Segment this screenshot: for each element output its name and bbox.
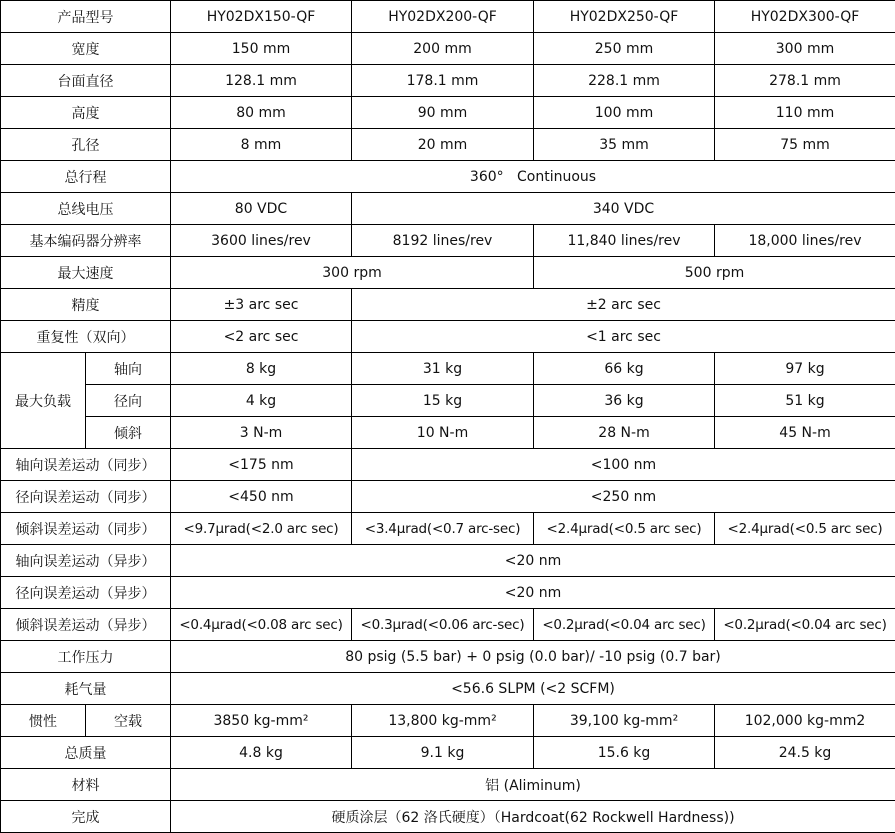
- tilt-error-sync-3: <2.4μrad(<0.5 arc sec): [534, 513, 715, 545]
- row-axial-error-async: [1, 545, 895, 577]
- label-accuracy: 精度: [1, 289, 171, 321]
- height-3: 100 mm: [534, 97, 715, 129]
- width-4: 300 mm: [715, 33, 895, 65]
- label-air-consumption: 耗气量: [1, 673, 171, 705]
- row-max-speed: [1, 257, 895, 289]
- air-consumption-value: <56.6 SLPM (<2 SCFM): [171, 673, 895, 705]
- repeatability-2: <1 arc sec: [352, 321, 895, 353]
- label-axial-error-async: 轴向误差运动（异步）: [1, 545, 171, 577]
- accuracy-2: ±2 arc sec: [352, 289, 895, 321]
- row-load-axial: [1, 353, 895, 385]
- table-diameter-1: 128.1 mm: [171, 65, 352, 97]
- accuracy-1: ±3 arc sec: [171, 289, 352, 321]
- row-material: [1, 769, 895, 801]
- bus-voltage-1: 80 VDC: [171, 193, 352, 225]
- tilt-error-async-1: <0.4μrad(<0.08 arc sec): [171, 609, 352, 641]
- load-axial-1: 8 kg: [171, 353, 352, 385]
- label-max-load: 最大负载: [1, 353, 86, 449]
- row-working-pressure: [1, 641, 895, 673]
- inertia-2: 13,800 kg-mm²: [352, 705, 534, 737]
- table-diameter-2: 178.1 mm: [352, 65, 534, 97]
- label-bus-voltage: 总线电压: [1, 193, 171, 225]
- table-diameter-4: 278.1 mm: [715, 65, 895, 97]
- row-radial-error-sync: [1, 481, 895, 513]
- load-radial-1: 4 kg: [171, 385, 352, 417]
- aperture-2: 20 mm: [352, 129, 534, 161]
- total-mass-3: 15.6 kg: [534, 737, 715, 769]
- load-axial-2: 31 kg: [352, 353, 534, 385]
- label-unloaded: 空载: [86, 705, 171, 737]
- load-tilt-1: 3 N-m: [171, 417, 352, 449]
- label-travel: 总行程: [1, 161, 171, 193]
- aperture-4: 75 mm: [715, 129, 895, 161]
- label-finish: 完成: [1, 801, 171, 833]
- label-table-diameter: 台面直径: [1, 65, 171, 97]
- model-1: HY02DX150-QF: [171, 1, 352, 33]
- load-tilt-3: 28 N-m: [534, 417, 715, 449]
- finish-value: 硬质涂层（62 洛氏硬度）（Hardcoat(62 Rockwell Hardness)): [171, 801, 895, 833]
- row-load-tilt: [1, 417, 895, 449]
- model-2: HY02DX200-QF: [352, 1, 534, 33]
- label-total-mass: 总质量: [1, 737, 171, 769]
- aperture-3: 35 mm: [534, 129, 715, 161]
- load-axial-3: 66 kg: [534, 353, 715, 385]
- total-mass-2: 9.1 kg: [352, 737, 534, 769]
- width-3: 250 mm: [534, 33, 715, 65]
- row-repeatability: [1, 321, 895, 353]
- label-tilt-error-async: 倾斜误差运动（异步）: [1, 609, 171, 641]
- height-2: 90 mm: [352, 97, 534, 129]
- width-1: 150 mm: [171, 33, 352, 65]
- axial-error-async-value: <20 nm: [171, 545, 895, 577]
- axial-error-sync-2: <100 nm: [352, 449, 895, 481]
- tilt-error-async-2: <0.3μrad(<0.06 arc-sec): [352, 609, 534, 641]
- height-1: 80 mm: [171, 97, 352, 129]
- label-material: 材料: [1, 769, 171, 801]
- load-axial-4: 97 kg: [715, 353, 895, 385]
- material-value: 铝 (Aliminum): [171, 769, 895, 801]
- load-radial-4: 51 kg: [715, 385, 895, 417]
- label-width: 宽度: [1, 33, 171, 65]
- model-4: HY02DX300-QF: [715, 1, 895, 33]
- row-accuracy: [1, 289, 895, 321]
- row-load-radial: [1, 385, 895, 417]
- tilt-error-sync-2: <3.4μrad(<0.7 arc-sec): [352, 513, 534, 545]
- row-inertia: [1, 705, 895, 737]
- row-aperture: [1, 129, 895, 161]
- label-max-speed: 最大速度: [1, 257, 171, 289]
- radial-error-async-value: <20 nm: [171, 577, 895, 609]
- load-radial-3: 36 kg: [534, 385, 715, 417]
- encoder-resolution-1: 3600 lines/rev: [171, 225, 352, 257]
- tilt-error-sync-4: <2.4μrad(<0.5 arc sec): [715, 513, 895, 545]
- encoder-resolution-3: 11,840 lines/rev: [534, 225, 715, 257]
- label-encoder-resolution: 基本编码器分辨率: [1, 225, 171, 257]
- inertia-1: 3850 kg-mm²: [171, 705, 352, 737]
- load-tilt-4: 45 N-m: [715, 417, 895, 449]
- label-radial-error-sync: 径向误差运动（同步）: [1, 481, 171, 513]
- label-model: 产品型号: [1, 1, 171, 33]
- label-radial-error-async: 径向误差运动（异步）: [1, 577, 171, 609]
- encoder-resolution-2: 8192 lines/rev: [352, 225, 534, 257]
- width-2: 200 mm: [352, 33, 534, 65]
- row-travel: [1, 161, 895, 193]
- row-air-consumption: [1, 673, 895, 705]
- bus-voltage-2: 340 VDC: [352, 193, 895, 225]
- table-diameter-3: 228.1 mm: [534, 65, 715, 97]
- row-total-mass: [1, 737, 895, 769]
- tilt-error-async-4: <0.2μrad(<0.04 arc sec): [715, 609, 895, 641]
- row-width: [1, 33, 895, 65]
- height-4: 110 mm: [715, 97, 895, 129]
- label-load-radial: 径向: [86, 385, 171, 417]
- aperture-1: 8 mm: [171, 129, 352, 161]
- row-table-diameter: [1, 65, 895, 97]
- row-axial-error-sync: [1, 449, 895, 481]
- row-height: [1, 97, 895, 129]
- max-speed-1: 300 rpm: [171, 257, 534, 289]
- radial-error-sync-2: <250 nm: [352, 481, 895, 513]
- row-encoder-resolution: [1, 225, 895, 257]
- max-speed-2: 500 rpm: [534, 257, 895, 289]
- label-axial-error-sync: 轴向误差运动（同步）: [1, 449, 171, 481]
- total-mass-4: 24.5 kg: [715, 737, 895, 769]
- row-radial-error-async: [1, 577, 895, 609]
- encoder-resolution-4: 18,000 lines/rev: [715, 225, 895, 257]
- label-load-axial: 轴向: [86, 353, 171, 385]
- label-aperture: 孔径: [1, 129, 171, 161]
- load-radial-2: 15 kg: [352, 385, 534, 417]
- row-tilt-error-async: [1, 609, 895, 641]
- row-bus-voltage: [1, 193, 895, 225]
- inertia-4: 102,000 kg-mm2: [715, 705, 895, 737]
- travel-value: 360° Continuous: [171, 161, 895, 193]
- total-mass-1: 4.8 kg: [171, 737, 352, 769]
- row-tilt-error-sync: [1, 513, 895, 545]
- axial-error-sync-1: <175 nm: [171, 449, 352, 481]
- row-finish: [1, 801, 895, 833]
- inertia-3: 39,100 kg-mm²: [534, 705, 715, 737]
- row-model: [1, 1, 895, 33]
- label-repeatability: 重复性（双向）: [1, 321, 171, 353]
- repeatability-1: <2 arc sec: [171, 321, 352, 353]
- label-load-tilt: 倾斜: [86, 417, 171, 449]
- label-working-pressure: 工作压力: [1, 641, 171, 673]
- radial-error-sync-1: <450 nm: [171, 481, 352, 513]
- model-3: HY02DX250-QF: [534, 1, 715, 33]
- label-inertia: 惯性: [1, 705, 86, 737]
- label-height: 高度: [1, 97, 171, 129]
- tilt-error-sync-1: <9.7μrad(<2.0 arc sec): [171, 513, 352, 545]
- label-tilt-error-sync: 倾斜误差运动（同步）: [1, 513, 171, 545]
- tilt-error-async-3: <0.2μrad(<0.04 arc sec): [534, 609, 715, 641]
- load-tilt-2: 10 N-m: [352, 417, 534, 449]
- working-pressure-value: 80 psig (5.5 bar) + 0 psig (0.0 bar)/ -10 psig (0.7 bar): [171, 641, 895, 673]
